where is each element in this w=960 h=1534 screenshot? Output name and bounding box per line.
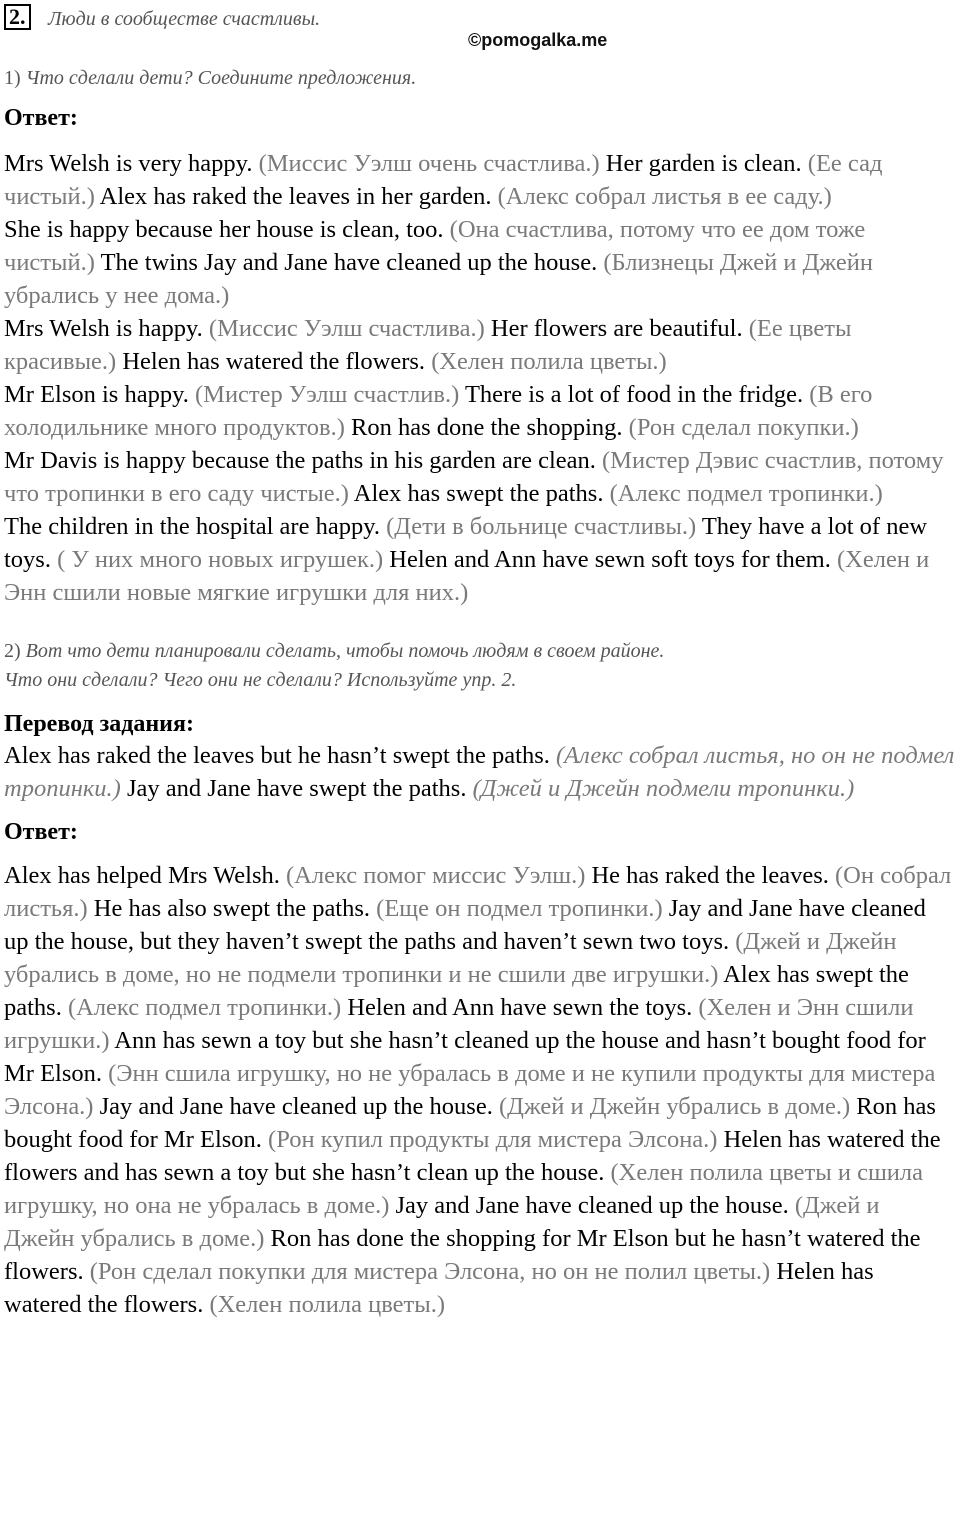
russian-translation: (Рон сделал покупки для мистера Элсона, но он не полил цветы.) [89, 1258, 777, 1285]
russian-translation: (В его холодильнике много продуктов.) [4, 381, 873, 441]
russian-translation: (Миссис Уэлш очень счастлива.) [258, 150, 606, 177]
russian-translation: (Алекс собрал листья в ее саду.) [497, 183, 832, 210]
russian-translation: (Еще он подмел тропинки.) [376, 895, 669, 922]
english-sentence: She is happy because her house is clean, too. [4, 216, 450, 243]
translation-paragraph [4, 739, 956, 805]
english-sentence: Her flowers are beautiful. [490, 315, 749, 342]
english-sentence: Mrs Welsh is happy. [4, 315, 209, 342]
english-sentence: Mr Davis is happy because the paths in his garden are clean. [4, 447, 603, 474]
english-sentence: Ron has done the shopping. [351, 414, 629, 441]
russian-translation: (Рон сделал покупки.) [628, 414, 859, 441]
russian-translation: (Алекс собрал листья, но он не подмел тропинки.) [4, 742, 955, 802]
answer-line [4, 444, 956, 510]
russian-translation: (Алекс подмел тропинки.) [609, 480, 883, 507]
english-sentence: Alex has raked the leaves but he hasn’t swept the paths. [4, 742, 557, 769]
russian-translation: (Мистер Уэлш счастлив.) [195, 381, 465, 408]
english-sentence: Jay and Jane have swept the paths. [126, 775, 473, 802]
answer-line [4, 147, 956, 213]
english-sentence: Her garden is clean. [605, 150, 808, 177]
russian-translation: (Алекс помог миссис Уэлш.) [286, 862, 592, 889]
english-sentence: They have a lot of new toys. [4, 513, 928, 573]
english-sentence: Mr Elson is happy. [4, 381, 195, 408]
russian-translation: (Ее сад чистый.) [4, 150, 883, 210]
translation-label: Перевод задания: [4, 711, 194, 737]
exercise-header [4, 0, 956, 50]
russian-translation: (Дети в больнице счастливы.) [386, 513, 702, 540]
english-sentence: Ann has sewn a toy but she hasn’t cleaned up the house and hasn’t bought food for Mr Elson. [4, 1027, 926, 1087]
russian-translation: (Близнецы Джей и Джейн убрались у нее дома.) [4, 249, 874, 309]
task1-answer-lines [4, 147, 956, 609]
watermark: ©pomogalka.me [468, 30, 608, 50]
answer-line [4, 378, 956, 444]
russian-translation: (Хелен полила цветы.) [209, 1291, 445, 1318]
task2-instruction [4, 637, 956, 695]
task2-text-line1: Вот что дети планировали сделать, чтобы помочь людям в своем районе. [25, 640, 665, 662]
english-sentence: The twins Jay and Jane have cleaned up the house. [100, 249, 604, 276]
answer-line [4, 213, 956, 312]
russian-translation: (Джей и Джейн убрались в доме.) [498, 1093, 857, 1120]
english-sentence: The children in the hospital are happy. [4, 513, 387, 540]
russian-translation: (Она счастлива, потому что ее дом тоже чистый.) [4, 216, 866, 276]
english-sentence: Helen has watered the flowers. [4, 1258, 874, 1318]
document-page [4, 0, 956, 1321]
russian-translation: (Ее цветы красивые.) [4, 315, 852, 375]
exercise-title: Люди в сообществе счастливы. [48, 8, 321, 30]
russian-translation: (Хелен полила цветы.) [431, 348, 667, 375]
russian-translation: (Джей и Джейн убрались в доме.) [4, 1192, 880, 1252]
english-sentence: Helen has watered the flowers and has sewn a toy but she hasn’t clean up the house. [4, 1126, 941, 1186]
english-sentence: Ron has bought food for Mr Elson. [4, 1093, 936, 1153]
english-sentence: Jay and Jane have cleaned up the house, but they haven’t swept the paths and haven’t sewn two toys. [4, 895, 926, 955]
russian-translation: (Хелен и Энн сшили новые мягкие игрушки для них.) [4, 546, 930, 606]
task2-answer-label: Ответ: [4, 819, 78, 845]
english-sentence: Jay and Jane have cleaned up the house. [395, 1192, 795, 1219]
russian-translation: (Хелен полила цветы и сшила игрушку, но она не убралась в доме.) [4, 1159, 924, 1219]
answer-line [4, 510, 956, 609]
answer-line [4, 312, 956, 378]
russian-translation: ( У них много новых игрушек.) [57, 546, 390, 573]
russian-translation: (Миссис Уэлш счастлива.) [208, 315, 491, 342]
task1-instruction [4, 64, 956, 93]
russian-translation: (Джей и Джейн подмели тропинки.) [472, 775, 855, 802]
russian-translation: (Рон купил продукты для мистера Элсона.) [268, 1126, 724, 1153]
english-sentence: There is a lot of food in the fridge. [464, 381, 810, 408]
english-sentence: Mrs Welsh is very happy. [4, 150, 259, 177]
english-sentence: He has raked the leaves. [591, 862, 836, 889]
english-sentence: Alex has helped Mrs Welsh. [4, 862, 287, 889]
exercise-number: 2. [4, 4, 31, 30]
russian-translation: (Он собрал листья.) [4, 862, 952, 922]
english-sentence: Jay and Jane have cleaned up the house. [99, 1093, 499, 1120]
task2-prefix: 2) [4, 640, 26, 662]
russian-translation: (Алекс подмел тропинки.) [67, 994, 348, 1021]
english-sentence: Helen has watered the flowers. [122, 348, 432, 375]
task2-text-line2: Что они сделали? Чего они не сделали? Используйте упр. 2. [4, 669, 517, 691]
english-sentence: Helen and Ann have sewn soft toys for them. [389, 546, 837, 573]
task1-answer-label: Ответ: [4, 105, 78, 131]
english-sentence: Alex has swept the paths. [353, 480, 610, 507]
russian-translation: (Энн сшила игрушку, но не убралась в доме и не купили продукты для мистера Элсона.) [4, 1060, 936, 1120]
task1-text: Что сделали дети? Соедините предложения. [25, 67, 417, 89]
english-sentence: Ron has done the shopping for Mr Elson but he hasn’t watered the flowers. [4, 1225, 921, 1285]
russian-translation: (Мистер Дэвис счастлив, потому что тропинки в его саду чистые.) [4, 447, 944, 507]
task2-answer-paragraph [4, 859, 956, 1321]
english-sentence: Alex has swept the paths. [4, 961, 909, 1021]
english-sentence: He has also swept the paths. [93, 895, 377, 922]
russian-translation: (Джей и Джейн убрались в доме, но не подмели тропинки и не сшили две игрушки.) [4, 928, 897, 988]
russian-translation: (Хелен и Энн сшили игрушки.) [4, 994, 914, 1054]
english-sentence: Alex has raked the leaves in her garden. [99, 183, 498, 210]
english-sentence: Helen and Ann have sewn the toys. [347, 994, 699, 1021]
task1-prefix: 1) [4, 67, 26, 89]
